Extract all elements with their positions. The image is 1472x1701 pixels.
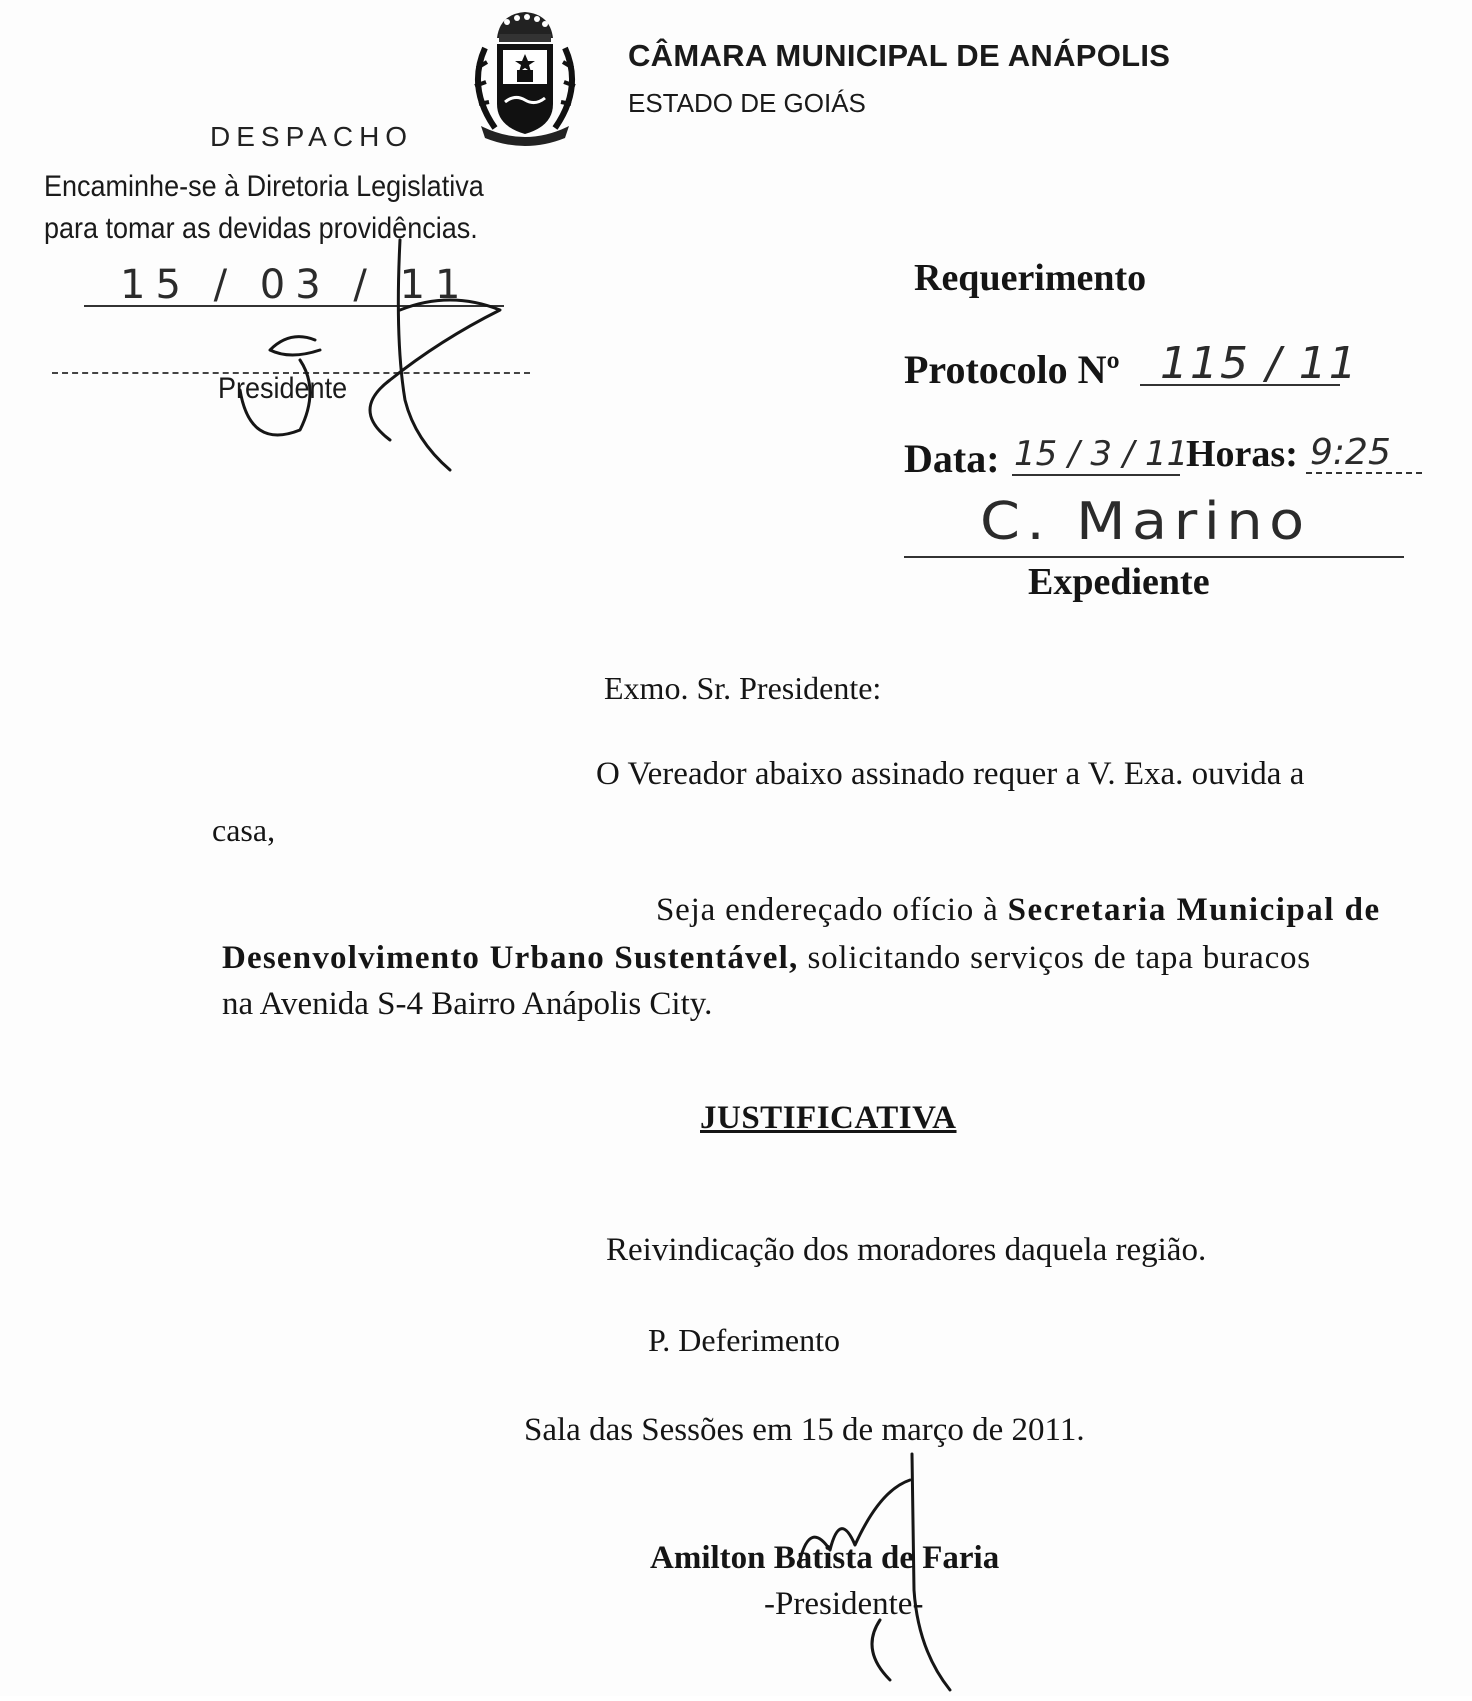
dispatch-line-1: Encaminhe-se à Diretoria Legislativa: [44, 170, 484, 203]
dispatch-heading-fragment: DESPACHO: [210, 121, 414, 152]
signer-role: -Presidente-: [764, 1586, 924, 1622]
requerimento-title: Requerimento: [914, 257, 1147, 299]
state-name: ESTADO DE GOIÁS: [628, 88, 866, 118]
request-intro: O Vereador abaixo assinado requer a V. Exa. ouvida a: [596, 756, 1305, 792]
request-line-1-prefix: Seja endereçado ofício à: [656, 892, 1008, 928]
signer-name: Amilton Batista de Faria: [650, 1540, 1000, 1576]
closing-deferimento: P. Deferimento: [648, 1322, 840, 1358]
dispatch-signature-label: Presidente: [218, 372, 348, 405]
expediente-signature: C. Marino: [980, 492, 1311, 552]
justification-text: Reivindicação dos moradores daquela região.: [606, 1232, 1207, 1268]
request-intro-continuation: casa,: [212, 812, 276, 848]
request-line-2-rest: solicitando serviços de tapa buracos: [798, 940, 1311, 976]
request-line-2-bold: Desenvolvimento Urbano Sustentável,: [222, 940, 799, 976]
date-value-line: [1012, 474, 1180, 476]
expediente-signature-line: [904, 556, 1404, 558]
place-and-date: Sala das Sessões em 15 de março de 2011.: [524, 1412, 1085, 1448]
protocol-label: Protocolo Nº: [904, 347, 1120, 392]
dispatch-line-2: para tomar as devidas providências.: [44, 212, 478, 245]
request-line-1-bold: Secretaria Municipal de: [1007, 892, 1381, 928]
justification-heading: JUSTIFICATIVA: [700, 1100, 957, 1136]
institution-name: CÂMARA MUNICIPAL DE ANÁPOLIS: [628, 38, 1171, 73]
dispatch-handwritten-date: 15 / 03 / 11: [120, 262, 471, 308]
date-label: Data:: [904, 436, 1000, 481]
municipal-coat-of-arms-icon: [455, 8, 595, 150]
protocol-value: 115 / 11: [1160, 338, 1359, 389]
date-value: 15 / 3 / 11: [1014, 434, 1189, 474]
request-line-2: [222, 940, 1311, 977]
expediente-label: Expediente: [1028, 561, 1210, 603]
hours-value: 9:25: [1310, 432, 1391, 473]
salutation: Exmo. Sr. Presidente:: [604, 670, 882, 706]
request-line-3: na Avenida S-4 Bairro Anápolis City.: [222, 986, 713, 1022]
hours-label: Horas:: [1186, 433, 1298, 475]
dispatch-handwritten-signature: [220, 240, 520, 480]
request-line-1: [656, 892, 1381, 929]
